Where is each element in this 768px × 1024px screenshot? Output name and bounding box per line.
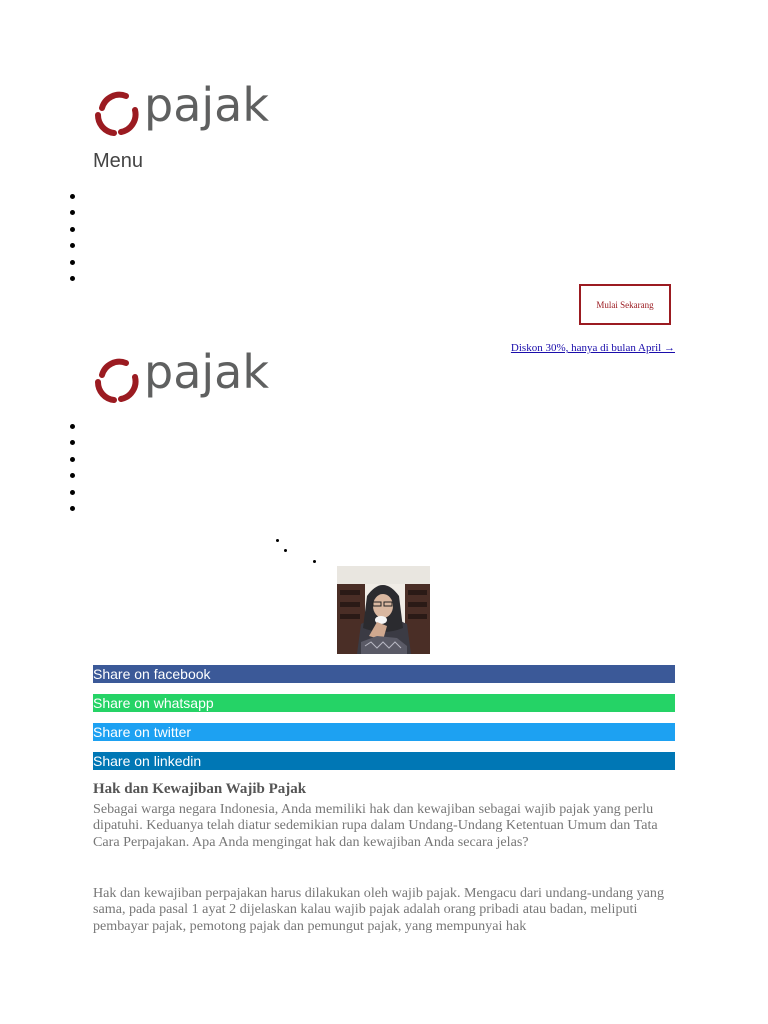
logo-ring-icon bbox=[92, 88, 142, 138]
menu-title[interactable]: Menu bbox=[93, 150, 144, 172]
logo-ring-icon bbox=[92, 355, 142, 405]
share-facebook-button[interactable]: Share on facebook bbox=[93, 665, 675, 683]
share-twitter-button[interactable]: Share on twitter bbox=[93, 723, 675, 741]
article-title: Hak dan Kewajiban Wajib Pajak bbox=[93, 781, 307, 797]
promo-link[interactable]: Diskon 30%, hanya di bulan April → bbox=[510, 342, 675, 354]
breadcrumb-dot bbox=[313, 560, 316, 563]
article-paragraph: Sebagai warga negara Indonesia, Anda memiliki hak dan kewajiban sebagai wajib pajak yang perlu dipatuhi. Keduanya telah diatur sedemikian rupa dalam Undang-Undang Ketentuan Umum dan Tata Cara Perpajakan. Apa Anda mengingat hak dan kewajiban Anda secara jelas? bbox=[93, 801, 658, 850]
author-photo bbox=[337, 566, 430, 654]
person-photo-icon bbox=[337, 566, 430, 654]
logo-wordmark: pajak bbox=[144, 345, 269, 399]
site-logo-secondary[interactable] bbox=[92, 345, 288, 405]
article-paragraph: Hak dan kewajiban perpajakan harus dilakukan oleh wajib pajak. Mengacu dari undang-undang yang sama, pada pasal 1 ayat 2 dijelaskan kalau wajib pajak adalah orang pribadi atau badan, meliputi pembayar pajak, pemotong pajak dan pemungut pajak, yang mempunyai hak bbox=[93, 885, 664, 934]
site-logo[interactable] bbox=[92, 78, 288, 138]
breadcrumb-dot bbox=[276, 539, 279, 542]
share-linkedin-button[interactable]: Share on linkedin bbox=[93, 752, 675, 770]
share-whatsapp-button[interactable]: Share on whatsapp bbox=[93, 694, 675, 712]
logo-wordmark: pajak bbox=[144, 78, 269, 132]
breadcrumb-dot bbox=[284, 549, 287, 552]
start-now-button[interactable]: Mulai Sekarang bbox=[579, 284, 671, 325]
